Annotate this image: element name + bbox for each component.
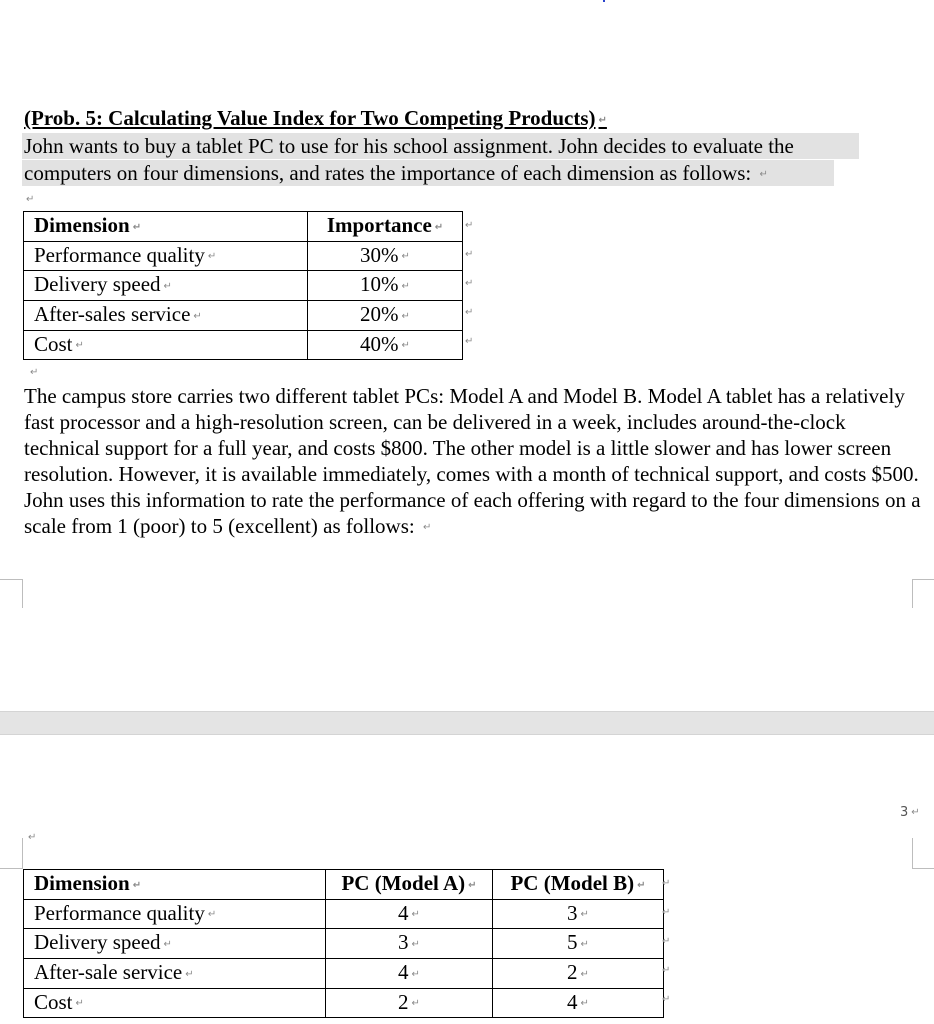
row-end-marks: ↵ ↵ ↵ ↵ ↵ bbox=[662, 878, 671, 1005]
importance-table bbox=[23, 211, 463, 360]
page-number: 3 ↵ bbox=[900, 805, 920, 820]
empty-paragraph-mark: ↵ bbox=[30, 367, 39, 378]
table-row: Cost ↵ 2 ↵ 4 ↵ bbox=[24, 988, 664, 1018]
table-row: Performance quality ↵ 30% ↵ bbox=[24, 241, 463, 271]
table-row: Delivery speed ↵ 3 ↵ 5 ↵ bbox=[24, 929, 664, 959]
table-row: After-sale service ↵ 4 ↵ 2 ↵ bbox=[24, 959, 664, 989]
empty-paragraph-mark: ↵ bbox=[26, 194, 35, 205]
problem-title: (Prob. 5: Calculating Value Index for Two Competing Products) ↵ bbox=[24, 106, 607, 130]
table-row: Performance quality ↵ 4 ↵ 3 ↵ bbox=[24, 899, 664, 929]
description-paragraph: The campus store carries two different tablet PCs: Model A and Model B. Model A tablet has a relatively fast processor and a high-resolution screen, can be delivered in a week, includes around-the-clock technical support for a full year, and costs $800. The other model is a little slower and has lower screen resolution. However, it is available immediately, comes with a month of technical support, and costs $500. John uses this information to rate the performance of each offering with regard to the four dimensions on a scale from 1 (poor) to 5 (excellent) as follows: ↵ bbox=[24, 384, 921, 538]
table-row: After-sales service ↵ 20% ↵ bbox=[24, 301, 463, 331]
page-corner-mark bbox=[912, 579, 934, 608]
table-header-row: Dimension ↵ Importance ↵ bbox=[24, 212, 463, 242]
table-header-row: Dimension ↵ PC (Model A) ↵ PC (Model B) ↵ bbox=[24, 870, 664, 900]
intro-line-1: John wants to buy a tablet PC to use for his school assignment. John decides to evaluate the bbox=[22, 133, 859, 159]
ratings-table bbox=[23, 869, 664, 1018]
page-corner-mark bbox=[0, 838, 23, 869]
page-break-gap bbox=[0, 711, 934, 735]
table-row: Delivery speed ↵ 10% ↵ bbox=[24, 271, 463, 301]
table-row: Cost ↵ 40% ↵ bbox=[24, 330, 463, 360]
row-end-marks: ↵ ↵ ↵ ↵ ↵ bbox=[465, 220, 474, 347]
page-corner-mark bbox=[0, 579, 23, 608]
page-corner-mark bbox=[912, 838, 934, 869]
cursor-dot bbox=[603, 0, 605, 2]
intro-line-2: computers on four dimensions, and rates the importance of each dimension as follows: ↵ bbox=[22, 160, 834, 186]
empty-paragraph-mark: ↵ bbox=[28, 832, 37, 843]
